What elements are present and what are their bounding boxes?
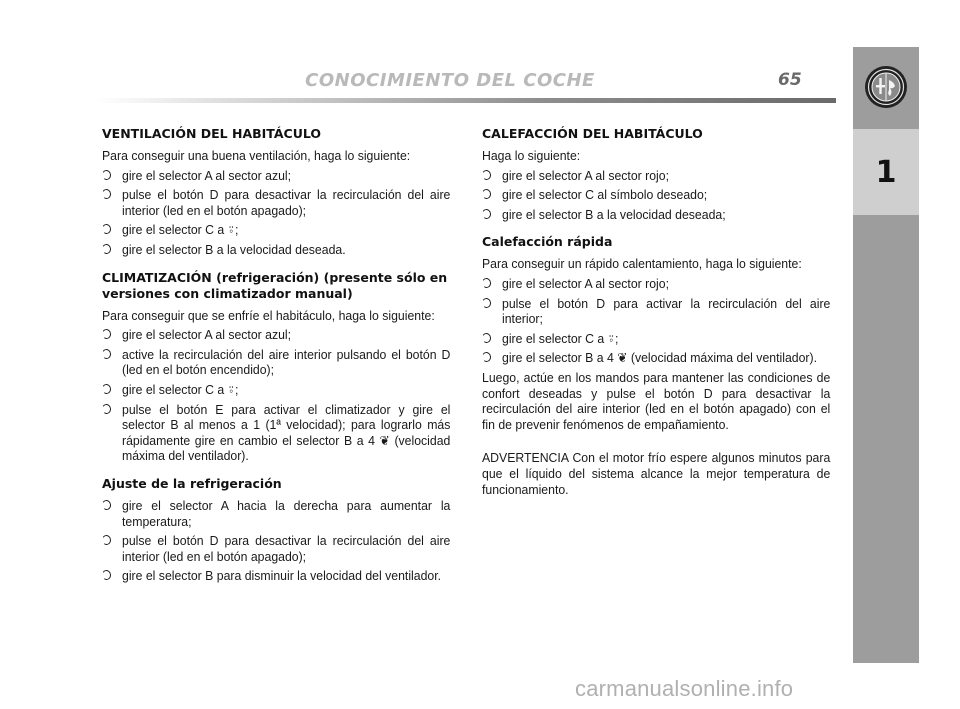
bullet-icon: [481, 188, 492, 199]
section-heading-ajuste: Ajuste de la refrigeración: [102, 475, 282, 491]
list-item: gire el selector C a ⍤;: [482, 331, 832, 347]
chapter-side-tab: [853, 47, 919, 663]
bullet-list-calefaccion: [482, 168, 832, 223]
list-item: pulse el botón D para desactivar la recirculación del aire interior (led en el botón apagado);: [102, 533, 452, 564]
advertencia-note: ADVERTENCIA Con el motor frío espere algunos minutos para que el líquido del sistema alcance la mejor temperatura de funcionamiento.: [482, 450, 831, 497]
section-outro: Luego, actúe en los mandos para mantener las condiciones de confort deseadas y pulse el botón D para desactivar la recirculación del aire interior (led en el botón apagado) con el fin de prevenir fenómenos de empañamiento.: [482, 369, 831, 432]
bullet-icon: [101, 534, 112, 545]
list-item: pulse el botón D para activar la recirculación del aire interior;: [482, 296, 832, 327]
bullet-list-calefaccion-rapida: [482, 276, 832, 366]
right-column: [482, 126, 832, 501]
bullet-icon: [101, 383, 112, 394]
bullet-icon: [101, 188, 112, 199]
bullet-icon: [481, 332, 492, 343]
list-item: gire el selector B a la velocidad deseada.: [102, 242, 452, 258]
header-rule: [96, 98, 836, 103]
list-item: gire el selector A al sector rojo;: [482, 276, 832, 292]
list-item: gire el selector A al sector azul;: [102, 168, 452, 184]
bullet-icon: [101, 570, 112, 581]
bullet-icon: [101, 348, 112, 359]
bullet-icon: [101, 169, 112, 180]
list-item: gire el selector B a 4 ❦ (velocidad máxima del ventilador).: [482, 350, 832, 366]
bullet-list-ajuste: [102, 498, 452, 584]
bullet-icon: [101, 499, 112, 510]
section-heading-climatizacion: CLIMATIZACIÓN (refrigeración) (presente sólo en versiones con climatizador manual): [102, 269, 448, 301]
list-item: gire el selector C a ⍤;: [102, 222, 452, 238]
list-item: gire el selector B a la velocidad deseada;: [482, 207, 832, 223]
chapter-indicator: [853, 129, 919, 215]
alfa-romeo-badge-icon: [863, 64, 909, 110]
bullet-icon: [481, 277, 492, 288]
section-intro: Para conseguir que se enfríe el habitáculo, haga lo siguiente:: [102, 307, 435, 323]
section-heading-calefaccion-rapida: Calefacción rápida: [482, 234, 613, 250]
brand-logo: [853, 47, 919, 127]
bullet-icon: [481, 297, 492, 308]
list-item: gire el selector A al sector azul;: [102, 327, 452, 343]
list-item: gire el selector A al sector rojo;: [482, 168, 832, 184]
list-item: gire el selector B para disminuir la velocidad del ventilador.: [102, 568, 452, 584]
watermark-text: carmanualsonline.info: [575, 676, 794, 701]
page-number: 65: [778, 70, 802, 90]
bullet-icon: [101, 224, 112, 235]
bullet-icon: [101, 403, 112, 414]
bullet-icon: [481, 169, 492, 180]
section-intro: Para conseguir una buena ventilación, haga lo siguiente:: [102, 148, 411, 163]
bullet-icon: [101, 328, 112, 339]
list-item: active la recirculación del aire interior pulsando el botón D (led en el botón encendido);: [102, 347, 452, 378]
section-intro: Para conseguir un rápido calentamiento, haga lo siguiente:: [482, 256, 802, 272]
list-item: gire el selector C al símbolo deseado;: [482, 187, 832, 203]
bullet-icon: [481, 352, 492, 363]
bullet-list-ventilacion: [102, 168, 452, 258]
section-heading-ventilacion: VENTILACIÓN DEL HABITÁCULO: [102, 126, 322, 141]
bullet-icon: [481, 208, 492, 219]
left-column: [102, 126, 452, 588]
list-item: pulse el botón D para desactivar la recirculación del aire interior (led en el botón apagado);: [102, 187, 452, 218]
section-intro: Haga lo siguiente:: [482, 148, 581, 163]
bullet-list-climatizacion: [102, 327, 452, 464]
bullet-icon: [101, 243, 112, 254]
list-item: gire el selector C a ⍤;: [102, 382, 452, 398]
list-item: gire el selector A hacia la derecha para aumentar la temperatura;: [102, 498, 452, 529]
page-header-title: CONOCIMIENTO DEL COCHE: [305, 70, 595, 91]
chapter-number: 1: [875, 154, 897, 190]
list-item: pulse el botón E para activar el climatizador y gire el selector B al menos a 1 (1ª velocidad); para lograrlo más rápidamente gire en cambio el selector B a 4 ❦ (velocidad máxima del ventilador).: [102, 402, 452, 464]
section-heading-calefaccion: CALEFACCIÓN DEL HABITÁCULO: [482, 126, 703, 141]
